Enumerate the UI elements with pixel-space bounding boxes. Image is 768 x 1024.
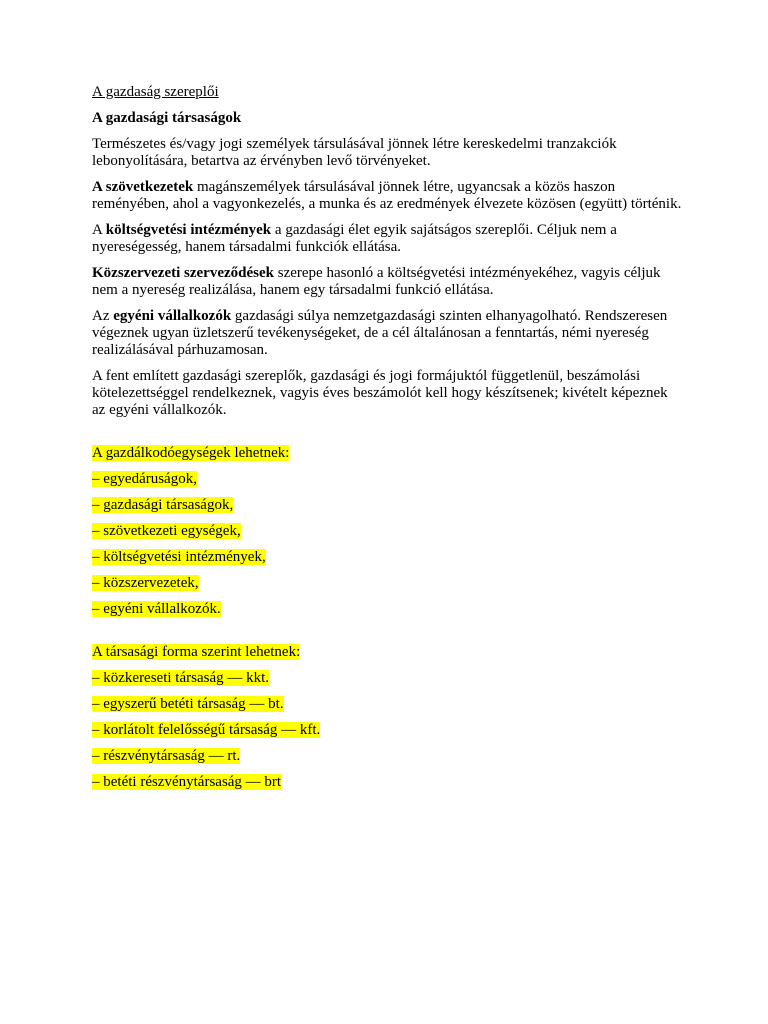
- list-item: – költségvetési intézmények,: [92, 549, 266, 565]
- paragraph-kozszervezeti: [92, 265, 682, 299]
- paragraph-text: a gazdasági élet egyik sajátságos szereplői. Céljuk nem a nyereségesség, hanem társadalmi funkciók ellátása.: [92, 222, 617, 255]
- list-item: – egyszerű betéti társaság — bt.: [92, 696, 284, 712]
- list-heading: A gazdálkodóegységek lehetnek:: [92, 445, 290, 461]
- paragraph-prefix: A: [92, 222, 106, 238]
- paragraph-text: magánszemélyek társulásával jönnek létre, ugyancsak a közös haszon reményében, ahol a vagyonkezelés, a munka és az eredmények élvezete közösen (együtt) történik.: [92, 179, 682, 212]
- list-item: – közkereseti társaság — kkt.: [92, 670, 270, 686]
- list-tarsasagi-formak: [92, 644, 682, 791]
- paragraph-egyeni: [92, 308, 682, 359]
- paragraph-szovetkezetek: [92, 179, 682, 213]
- list-item: – szövetkezeti egységek,: [92, 523, 241, 539]
- paragraph-text: szerepe hasonló a költségvetési intézményekéhez, vagyis céljuk nem a nyereség realizálása, hanem egy társadalmi funkció ellátása.: [92, 265, 661, 298]
- paragraph-prefix: Az: [92, 308, 114, 324]
- list-item: – korlátolt felelősségű társaság — kft.: [92, 722, 321, 738]
- list-item: – részvénytársaság — rt.: [92, 748, 241, 764]
- section-heading: A gazdasági társaságok: [92, 110, 242, 126]
- paragraph-text: gazdasági súlya nemzetgazdasági szinten elhanyagolható. Rendszeresen végeznek ugyan üzletszerű tevékenységeket, de a cél általánosan a fenntartás, némi nyereség realizálásával párhuzamosan.: [92, 308, 668, 358]
- spacer: [92, 428, 682, 445]
- list-item: – betéti részvénytársaság — brt: [92, 774, 282, 790]
- term-szovetkezetek: A szövetkezetek: [92, 179, 194, 195]
- list-heading: A társasági forma szerint lehetnek:: [92, 644, 301, 660]
- term-kozszervezeti: Közszervezeti szerveződések: [92, 265, 274, 281]
- paragraph-koltsegvetesi: [92, 222, 682, 256]
- document-title: [92, 84, 682, 101]
- list-item: – gazdasági társaságok,: [92, 497, 234, 513]
- paragraph-tarsasagok: Természetes és/vagy jogi személyek társulásával jönnek létre kereskedelmi tranzakciók lebonyolítására, betartva az érvényben levő törvényeket.: [92, 136, 617, 169]
- list-gazdalkodoegysegek: [92, 445, 682, 618]
- term-egyeni: egyéni vállalkozók: [113, 308, 232, 324]
- spacer: [92, 627, 682, 644]
- document-page: [92, 84, 682, 800]
- paragraph-fent-emlitett: A fent említett gazdasági szereplők, gazdasági és jogi formájuktól függetlenül, beszámolási kötelezettséggel rendelkeznek, vagyis éves beszámolót kell hogy készítsenek; kivételt képeznek az egyéni vállalkozók.: [92, 368, 668, 418]
- list-item: – egyedáruságok,: [92, 471, 197, 487]
- title-text: A gazdaság szereplői: [92, 84, 219, 100]
- term-koltsegvetesi: költségvetési intézmények: [105, 222, 272, 238]
- list-item: – egyéni vállalkozók.: [92, 601, 221, 617]
- list-item: – közszervezetek,: [92, 575, 199, 591]
